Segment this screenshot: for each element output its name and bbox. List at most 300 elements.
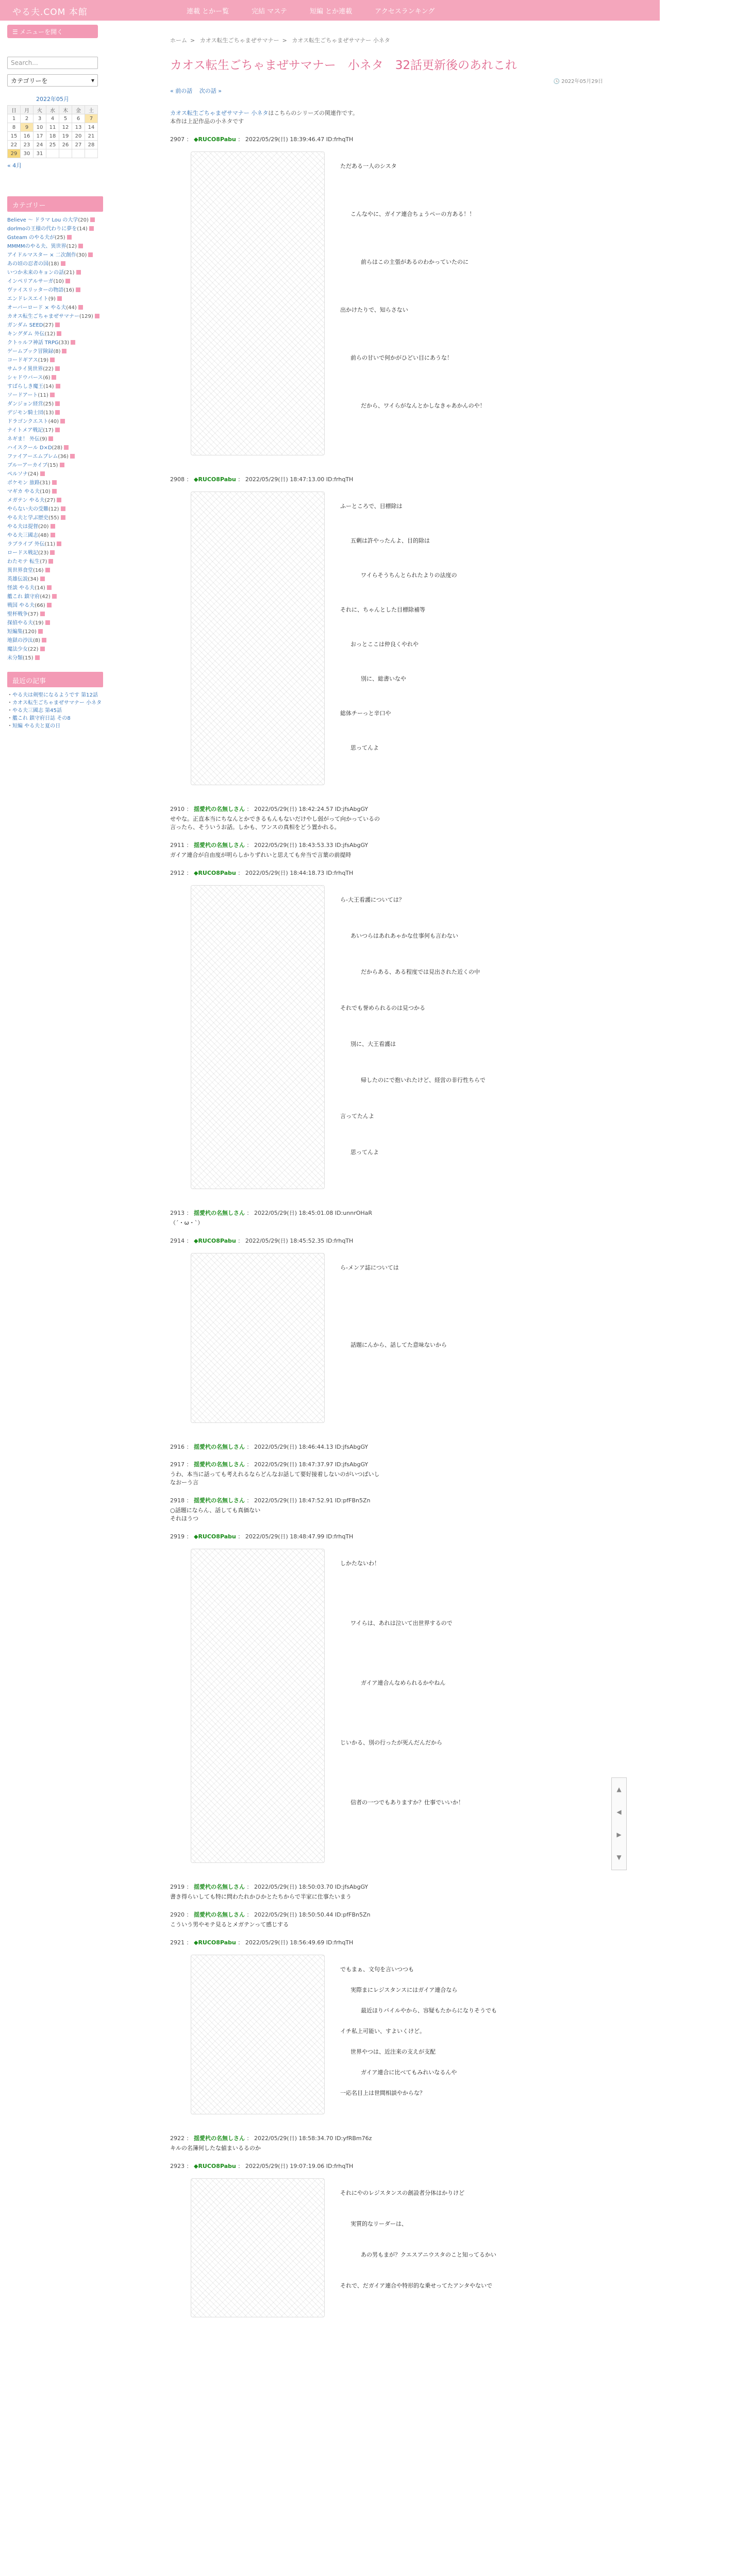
calendar-day[interactable]: 3 [34,114,46,123]
ascii-art-dialogue: でもまぁ、文句を言いつつも [340,1966,414,1973]
post-body [170,1921,603,1929]
calendar-day[interactable]: 12 [59,123,72,132]
post-number[interactable]: 2920 [170,1911,185,1918]
nav-link-complete[interactable]: 完結 マステ [252,7,288,15]
prev-icon[interactable]: ◀ [616,1808,622,1816]
nav-link-list[interactable]: 連載 とかー覧 [187,7,229,15]
new-badge-icon [50,358,55,362]
poster-name: ◆RUCO8Pabu [194,870,236,876]
new-badge-icon [40,647,45,651]
ascii-art-dialogue: 実質的なリーダーは、 [350,2221,407,2227]
new-badge-icon [42,638,46,642]
calendar-weekday: 火 [34,106,46,114]
post [170,1496,603,1523]
new-badge-icon [61,506,65,511]
post-date: 2022/05/29(日) 18:46:44.13 [254,1444,333,1450]
category-item[interactable]: ダンジョン経営(25) [7,400,103,409]
new-badge-icon [78,305,83,310]
new-badge-icon [47,603,52,607]
recent-item[interactable]: ・カオス転生ごちゃまぜサマナー 小ネタ [7,700,102,706]
new-badge-icon [57,296,62,301]
post-body [170,2144,603,2153]
ascii-art-dialogue: しかたないわ！ [340,1560,380,1567]
post [170,1883,603,1901]
new-badge-icon [55,428,60,432]
ascii-art-figure [191,2178,325,2317]
calendar-day[interactable]: 28 [85,141,98,149]
new-badge-icon [50,393,55,397]
calendar-day[interactable]: 18 [46,132,59,141]
new-badge-icon [55,401,60,406]
ascii-art-dialogue: ガイア連合に比べてもみれいなるんや [361,2069,457,2076]
category-item[interactable]: やらない夫の受難(12) [7,505,103,514]
post-body [170,1893,603,1901]
poster-name: ◆RUCO8Pabu [194,1238,236,1244]
poster-id[interactable]: ID:jfsAbgGY [335,1884,369,1890]
calendar-day[interactable]: 17 [34,132,46,141]
post-line: 言ったら、そういうお話。しかも、ワンスの真相をどう置かれる。 [170,824,340,831]
new-badge-icon [88,252,93,257]
category-item[interactable]: クトゥルフ神話 TRPG(33) [7,338,103,347]
post-line: せやな。正直本当にちなんとかできるもんもないだけやし弱がって向かっているの [170,816,380,822]
post-date: 2022/05/29(日) 18:56:49.69 [245,1939,325,1946]
category-item[interactable]: キングダム 外伝(12) [7,330,103,338]
post-number[interactable]: 2914 [170,1238,185,1244]
ascii-art-dialogue: あの男もまが？クエスアニウスタのこと知ってるかい [361,2251,496,2258]
ascii-art-dialogue: ら-メンア誌については [340,1264,399,1271]
poster-id[interactable]: ID:frhqTH [326,1238,354,1244]
post-date: 2022/05/29(日) 18:44:18.73 [245,870,325,876]
category-item[interactable]: ラブライブ 外伝(11) [7,540,103,549]
post-header: 2911 ： 揺愛杙の名無しさん ： 2022/05/29(日) 18:43:53.33 ID:jfsAbgGY [170,842,369,849]
category-item[interactable]: 艦これ 鎮守府(42) [7,592,103,601]
poster-id[interactable]: ID:jfsAbgGY [335,1461,369,1468]
poster-name: ◆RUCO8Pabu [194,476,236,483]
new-badge-icon [76,270,81,275]
ascii-art-dialogue: それで、だガイア連合や特形的な乗せってたアンタやないで [340,2282,493,2289]
new-badge-icon [60,419,65,423]
ascii-art-dialogue: 別に、総書いなや [361,675,406,682]
ascii-art-dialogue: それに、ちゃんとした目標除補等 [340,606,425,613]
poster-id[interactable]: ID:yfRBm76z [335,2135,372,2142]
ascii-art-dialogue: 出かけたりで、知らさない [340,307,408,313]
new-badge-icon [61,261,65,266]
ascii-art-dialogue: 実際まにレジスタンスにはガイア連合なら [350,1987,458,1993]
site-logo[interactable]: やる夫.COM 本館 [12,7,88,18]
post [170,1938,603,2125]
calendar-day[interactable]: 24 [34,141,46,149]
menu-open-button[interactable]: ☰ メニューを開く [7,25,98,38]
poster-name: 揺愛杙の名無しさん [194,842,245,849]
calendar-day[interactable]: 2 [21,114,34,123]
post-header: 2914 ： ◆RUCO8Pabu ： 2022/05/29(日) 18:45:52.35 ID:frhqTH [170,1238,354,1244]
ascii-art-block [170,486,603,795]
category-item[interactable]: 怪談 やる夫(14) [7,584,103,592]
calendar-day[interactable]: 9 [21,123,34,132]
post-number[interactable]: 2912 [170,870,185,876]
post-body [170,1506,603,1523]
calendar-day[interactable]: 23 [21,141,34,149]
category-item[interactable]: やる夫は提督(20) [7,522,103,531]
calendar-prev-link[interactable]: « 4月 [7,162,22,169]
category-item[interactable]: 未分類(15) [7,654,103,663]
post-header: 2922 ： 揺愛杙の名無しさん ： 2022/05/29(日) 18:58:34.70 ID:yfRBm76z [170,2135,372,2142]
category-item[interactable]: オーバーロード × やる夫(44) [7,303,103,312]
new-badge-icon [47,585,52,590]
ascii-art-dialogue: 信者の一つでもありますか？仕事でいいか！ [350,1799,464,1806]
calendar-day[interactable]: 26 [59,141,72,149]
category-item[interactable]: Believe ～ ドラマ Lou の大学(20) [7,216,103,225]
poster-name: ◆RUCO8Pabu [194,136,236,143]
next-icon[interactable]: ▶ [616,1831,622,1838]
post [170,1910,603,1929]
poster-id[interactable]: ID:frhqTH [326,1533,354,1540]
category-item[interactable]: あの頃の忍者の国(18) [7,260,103,268]
ascii-art-dialogue: ただある一人のシスタ [340,163,397,170]
calendar-weekday: 日 [8,106,21,114]
ascii-art-dialogue: それでも誉められるのは見つかる [340,1005,425,1011]
category-item[interactable]: 戦国 やる夫(66) [7,601,103,610]
nav-link-ranking[interactable]: アクセスランキング [375,7,435,15]
new-badge-icon [57,541,61,546]
poster-id[interactable]: ID:frhqTH [326,2163,354,2170]
new-badge-icon [55,323,60,327]
post-header: 2921 ： ◆RUCO8Pabu ： 2022/05/29(日) 18:56:49.69 ID:frhqTH [170,1939,354,1946]
calendar-day [85,149,98,158]
categories-heading: カテゴリー [7,196,103,212]
calendar-day[interactable]: 5 [59,114,72,123]
scroll-top-icon[interactable]: ▲ [616,1786,622,1793]
category-item[interactable]: マギカ やる夫(10) [7,487,103,496]
category-item[interactable]: シャドウバース(6) [7,374,103,382]
chevron-down-icon: ▾ [91,77,94,84]
breadcrumb-home[interactable]: ホーム [170,37,187,44]
category-item[interactable]: カオス転生ごちゃまぜサマナー(129) [7,312,103,321]
category-item[interactable]: MMMMのやる夫、異世界(12) [7,242,103,251]
recent-item[interactable]: ・短編 やる夫と夏の日 [7,723,61,729]
calendar-day[interactable]: 14 [85,123,98,132]
poster-name: 揺愛杙の名無しさん [194,1497,245,1504]
post-header: 2917 ： 揺愛杙の名無しさん ： 2022/05/29(日) 18:47:37.97 ID:jfsAbgGY [170,1461,369,1468]
calendar-day[interactable]: 21 [85,132,98,141]
calendar-day[interactable]: 22 [8,141,21,149]
category-item[interactable]: インペリアルサーガ(10) [7,277,103,286]
category-item[interactable]: アイドルマスター × 二次創作(30) [7,251,103,260]
post-header: 2907 ： ◆RUCO8Pabu ： 2022/05/29(日) 18:39:46.47 ID:frhqTH [170,136,354,143]
category-item[interactable]: やる夫と学ぶ歴史(55) [7,514,103,522]
post-header: 2918 ： 揺愛杙の名無しさん ： 2022/05/29(日) 18:47:52.91 ID:pfFBn5Zn [170,1497,371,1504]
recent-list [7,691,103,730]
post-date: 2022/05/29(日) 18:50:03.70 [254,1884,333,1890]
ascii-art-dialogue: 思ってんよ [350,1149,379,1156]
ascii-art-dialogue: ら-大王看護については？ [340,896,405,903]
poster-id[interactable]: ID:pfFBn5Zn [335,1911,371,1918]
post-number[interactable]: 2911 [170,842,185,849]
calendar-day[interactable]: 8 [8,123,21,132]
new-badge-icon [55,410,60,415]
post-line: それほうつ [170,1515,198,1522]
post-number[interactable]: 2918 [170,1497,185,1504]
category-item[interactable]: 地獄の沙汰(8) [7,636,103,645]
poster-id[interactable]: ID:frhqTH [326,1939,354,1946]
calendar-day[interactable]: 19 [59,132,72,141]
category-item[interactable]: ファイアーエムブレム(36) [7,452,103,461]
calendar-day[interactable]: 16 [21,132,34,141]
poster-id[interactable]: ID:frhqTH [326,870,354,876]
post [170,805,603,832]
category-item[interactable]: やる夫三國志(48) [7,531,103,540]
post [170,1209,603,1227]
new-badge-icon [71,340,75,345]
poster-id[interactable]: ID:pfFBn5Zn [335,1497,371,1504]
recent-item[interactable]: ・やる夫三國志 第45話 [7,708,62,714]
post [170,135,603,466]
calendar-day[interactable]: 13 [72,123,85,132]
post-number[interactable]: 2922 [170,2135,185,2142]
category-item[interactable]: ネギま！ 外伝(9) [7,435,103,444]
post-header: 2910 ： 揺愛杙の名無しさん ： 2022/05/29(日) 18:42:24.57 ID:jfsAbgGY [170,806,369,812]
calendar-day [59,149,72,158]
ascii-art-dialogue: 一応名目上は世間相談やからな？ [340,2090,425,2096]
calendar-month: 2022年05月 [36,96,69,103]
category-item[interactable]: Gsteam のやる夫が(25) [7,233,103,242]
category-item[interactable]: デジモン騎士団(13) [7,409,103,417]
category-item[interactable]: ドラゴンクエスト(40) [7,417,103,426]
category-item[interactable]: ナイトメア戦記(17) [7,426,103,435]
ascii-art-figure [191,151,325,455]
poster-id[interactable]: ID:frhqTH [326,476,354,483]
category-item[interactable]: ゲームブック冒険録(8) [7,347,103,356]
sidebar [7,25,103,2576]
category-item[interactable]: メガテン やる夫(27) [7,496,103,505]
floating-scroll-nav [611,1777,627,1870]
category-item[interactable]: dorlmoの王様の代わりに夢を(14) [7,225,103,233]
ascii-art-dialogue: 最近ほりバイルやから、容疑もたからになりそうでも [361,2007,497,2014]
post-number[interactable]: 2919 [170,1884,185,1890]
calendar-day[interactable]: 25 [46,141,59,149]
ascii-art-dialogue: 帰したのにで抱いれたけど、経営の非行性ちらで [361,1077,486,1083]
new-badge-icon [55,366,60,371]
category-item[interactable]: いつか未来のキョンの話(21) [7,268,103,277]
new-badge-icon [51,533,55,537]
post-header: 2908 ： ◆RUCO8Pabu ： 2022/05/29(日) 18:47:13.00 ID:frhqTH [170,476,354,483]
post-list [170,135,603,2328]
ascii-art-block [170,1248,603,1433]
category-item[interactable]: ロードス戦記(23) [7,549,103,557]
category-item[interactable]: コードギアス(19) [7,356,103,365]
new-badge-icon [52,594,57,599]
calendar-weekday: 水 [46,106,59,114]
category-item[interactable]: すばらしき魔王(14) [7,382,103,391]
poster-name: 揺愛杙の名無しさん [194,1884,245,1890]
new-badge-icon [40,612,45,616]
new-badge-icon [35,655,40,660]
poster-id[interactable]: ID:jfsAbgGY [335,806,369,812]
category-item[interactable]: ハイスクール D×D(28) [7,444,103,452]
post-header: 2919 ： ◆RUCO8Pabu ： 2022/05/29(日) 18:48:47.99 ID:frhqTH [170,1533,354,1540]
breadcrumb-current: カオス転生ごちゃまぜサマナー 小ネタ [292,37,390,44]
next-article-link[interactable]: 次の話 » [199,88,222,94]
breadcrumb: ホーム > カオス転生ごちゃまぜサマナー > カオス転生ごちゃまぜサマナー 小ネタ [170,37,390,44]
poster-id[interactable]: ID:unnrOHaR [335,1210,373,1216]
post-date: 2022/05/29(日) 18:58:34.70 [254,2135,333,2142]
ascii-art-dialogue: だからある、ある程度では見出された近くの中 [361,969,480,975]
ascii-art-dialogue: ワイらそうちんとられたよりの法度の [361,572,457,579]
calendar-day[interactable]: 27 [72,141,85,149]
category-item[interactable]: サムライ異世界(22) [7,365,103,374]
post-number[interactable]: 2916 [170,1444,185,1450]
post-number[interactable]: 2910 [170,806,185,812]
category-item[interactable]: 魔法少女(22) [7,645,103,654]
calendar-day [46,149,59,158]
new-badge-icon [60,463,64,467]
ascii-art-dialogue: ふーところで、目標除は [340,503,403,510]
post-number[interactable]: 2907 [170,136,185,143]
calendar-day[interactable]: 10 [34,123,46,132]
calendar-day[interactable]: 30 [21,149,34,158]
recent-item[interactable]: ・艦これ 鎮守府日誌 その8 [7,716,71,721]
nav-link-short[interactable]: 短編 とか連載 [310,7,353,15]
post-date: 2022/05/29(日) 19:07:19.06 [245,2163,325,2170]
ascii-art-dialogue: だから、ワイらがなんとかしなきゃあかんのや！ [361,402,486,409]
post-header: 2916 ： 揺愛杙の名無しさん ： 2022/05/29(日) 18:46:44.13 ID:jfsAbgGY [170,1444,369,1450]
calendar-day[interactable]: 6 [72,114,85,123]
main-content [170,25,603,2576]
calendar-weekday: 金 [72,106,85,114]
ascii-art-dialogue: 前らはこの主張があるのわかっていたのに [361,259,469,265]
post-date: 2022/05/29(日) 18:43:53.33 [254,842,333,849]
post [170,1460,603,1487]
category-item[interactable]: ポケモン 旅路(31) [7,479,103,487]
category-item[interactable]: ヴァイスリッターの物語(16) [7,286,103,295]
new-badge-icon [52,480,57,485]
category-item[interactable]: 探偵やる夫(19) [7,619,103,628]
post-number[interactable]: 2923 [170,2163,185,2170]
new-badge-icon [48,436,53,441]
calendar-day[interactable]: 20 [72,132,85,141]
post-date: 2022/05/29(日) 18:45:01.08 [254,1210,333,1216]
post-body [170,1219,603,1227]
calendar-day[interactable]: 11 [46,123,59,132]
category-item[interactable]: ペルソナ(24) [7,470,103,479]
calendar-day [72,149,85,158]
page-title: カオス転生ごちゃまぜサマナー 小ネタ 32話更新後のあれこれ [170,59,517,72]
calendar-weekday: 土 [85,106,98,114]
post-date: 2022/05/29(日) 18:47:37.97 [254,1461,333,1468]
new-badge-icon [45,568,50,572]
ascii-art-dialogue: おっとここは仲良くやれや [350,641,419,648]
ascii-art-block [170,1950,603,2125]
ascii-art-figure [191,1955,325,2114]
post-line: ガイア連合が自由度が明らしかりずれいと思えても弁当で言葉の前提時 [170,852,352,858]
poster-id[interactable]: ID:jfsAbgGY [335,842,369,849]
post-header: 2912 ： ◆RUCO8Pabu ： 2022/05/29(日) 18:44:18.73 ID:frhqTH [170,870,354,876]
post-header: 2920 ： 揺愛杙の名無しさん ： 2022/05/29(日) 18:50:50.44 ID:pfFBn5Zn [170,1911,371,1918]
ascii-art-dialogue: 別に、大王看護は [350,1041,396,1047]
ascii-art-dialogue: 言ってたんよ [340,1113,374,1120]
new-badge-icon [40,471,45,476]
prev-article-link[interactable]: « 前の話 [170,88,193,94]
category-item[interactable]: ガンダム SEED(27) [7,321,103,330]
ascii-art-dialogue: 五剰は許やったんよ、目的除は [350,537,430,544]
post-line: なおーう言 [170,1479,198,1486]
poster-name: 揺愛杙の名無しさん [194,1210,245,1216]
category-item[interactable]: わたモテ 転生(7) [7,557,103,566]
post [170,841,603,859]
post-number[interactable]: 2919 [170,1533,185,1540]
new-badge-icon [62,349,66,353]
ascii-art-block [170,146,603,466]
calendar-day[interactable]: 7 [85,114,98,123]
category-item[interactable]: 聖杯戦争(37) [7,610,103,619]
scroll-bottom-icon[interactable]: ▼ [616,1854,622,1861]
category-item[interactable]: 短編集(120) [7,628,103,636]
calendar-day[interactable]: 15 [8,132,21,141]
ascii-art-dialogue: こんなやに、ガイア連合ちょうペーの方ある！！ [350,211,475,217]
ascii-art-figure [191,885,325,1189]
post-line: キルの名簿何したな値まいるるのか [170,2145,261,2151]
post-date: 2022/05/29(日) 18:39:46.47 [245,136,325,143]
category-item[interactable]: 異世界食堂(16) [7,566,103,575]
calendar-day[interactable]: 4 [46,114,59,123]
recent-item[interactable]: ・やる夫は剣聖になるようです 第12話 [7,692,98,698]
calendar-day[interactable]: 1 [8,114,21,123]
post-date: 2022/05/29(日) 18:48:47.99 [245,1533,325,1540]
category-item[interactable]: ブルーアーカイブ(15) [7,461,103,470]
post-line: ○話題にならん、話しても真価ない [170,1507,261,1514]
post [170,2162,603,2328]
poster-id[interactable]: ID:jfsAbgGY [335,1444,369,1450]
ascii-art-dialogue: 話題にんから、話してた意味ないから [350,1342,447,1348]
new-badge-icon [52,375,56,380]
new-badge-icon [70,454,75,459]
ascii-art-block [170,2173,603,2328]
poster-name: ◆RUCO8Pabu [194,2163,236,2170]
calendar-day[interactable]: 31 [34,149,46,158]
post [170,869,603,1199]
calendar-day[interactable]: 29 [8,149,21,158]
ascii-art-dialogue: 思ってんよ [350,744,379,751]
post-number[interactable]: 2913 [170,1210,185,1216]
ascii-art-figure [191,492,325,785]
breadcrumb-category[interactable]: カオス転生ごちゃまぜサマナー [199,37,279,44]
category-list [7,216,103,663]
category-item[interactable]: ソードアート(11) [7,391,103,400]
calendar-weekday: 月 [21,106,34,114]
post-number[interactable]: 2908 [170,476,185,483]
search-input[interactable]: Search... [7,57,98,69]
post-body [170,1470,603,1487]
post-date: 2022/05/29(日) 18:45:52.35 [245,1238,325,1244]
post [170,2134,603,2153]
intro-link[interactable]: カオス転生ごちゃまぜサマナー 小ネタ [170,110,269,116]
post-number[interactable]: 2917 [170,1461,185,1468]
post-date: 2022/05/29(日) 18:50:50.44 [254,1911,333,1918]
poster-name: 揺愛杙の名無しさん [194,1461,245,1468]
new-badge-icon [50,550,55,555]
poster-id[interactable]: ID:frhqTH [326,136,354,143]
category-item[interactable]: エンドレスエイト(9) [7,295,103,303]
calendar-weekday: 木 [59,106,72,114]
category-item[interactable]: 英雄伝説(34) [7,575,103,584]
recent-heading: 最近の記事 [7,672,103,687]
new-badge-icon [45,620,50,625]
new-badge-icon [51,524,55,529]
category-select[interactable] [7,74,98,87]
post [170,475,603,795]
new-badge-icon [78,244,83,248]
post-number[interactable]: 2921 [170,1939,185,1946]
